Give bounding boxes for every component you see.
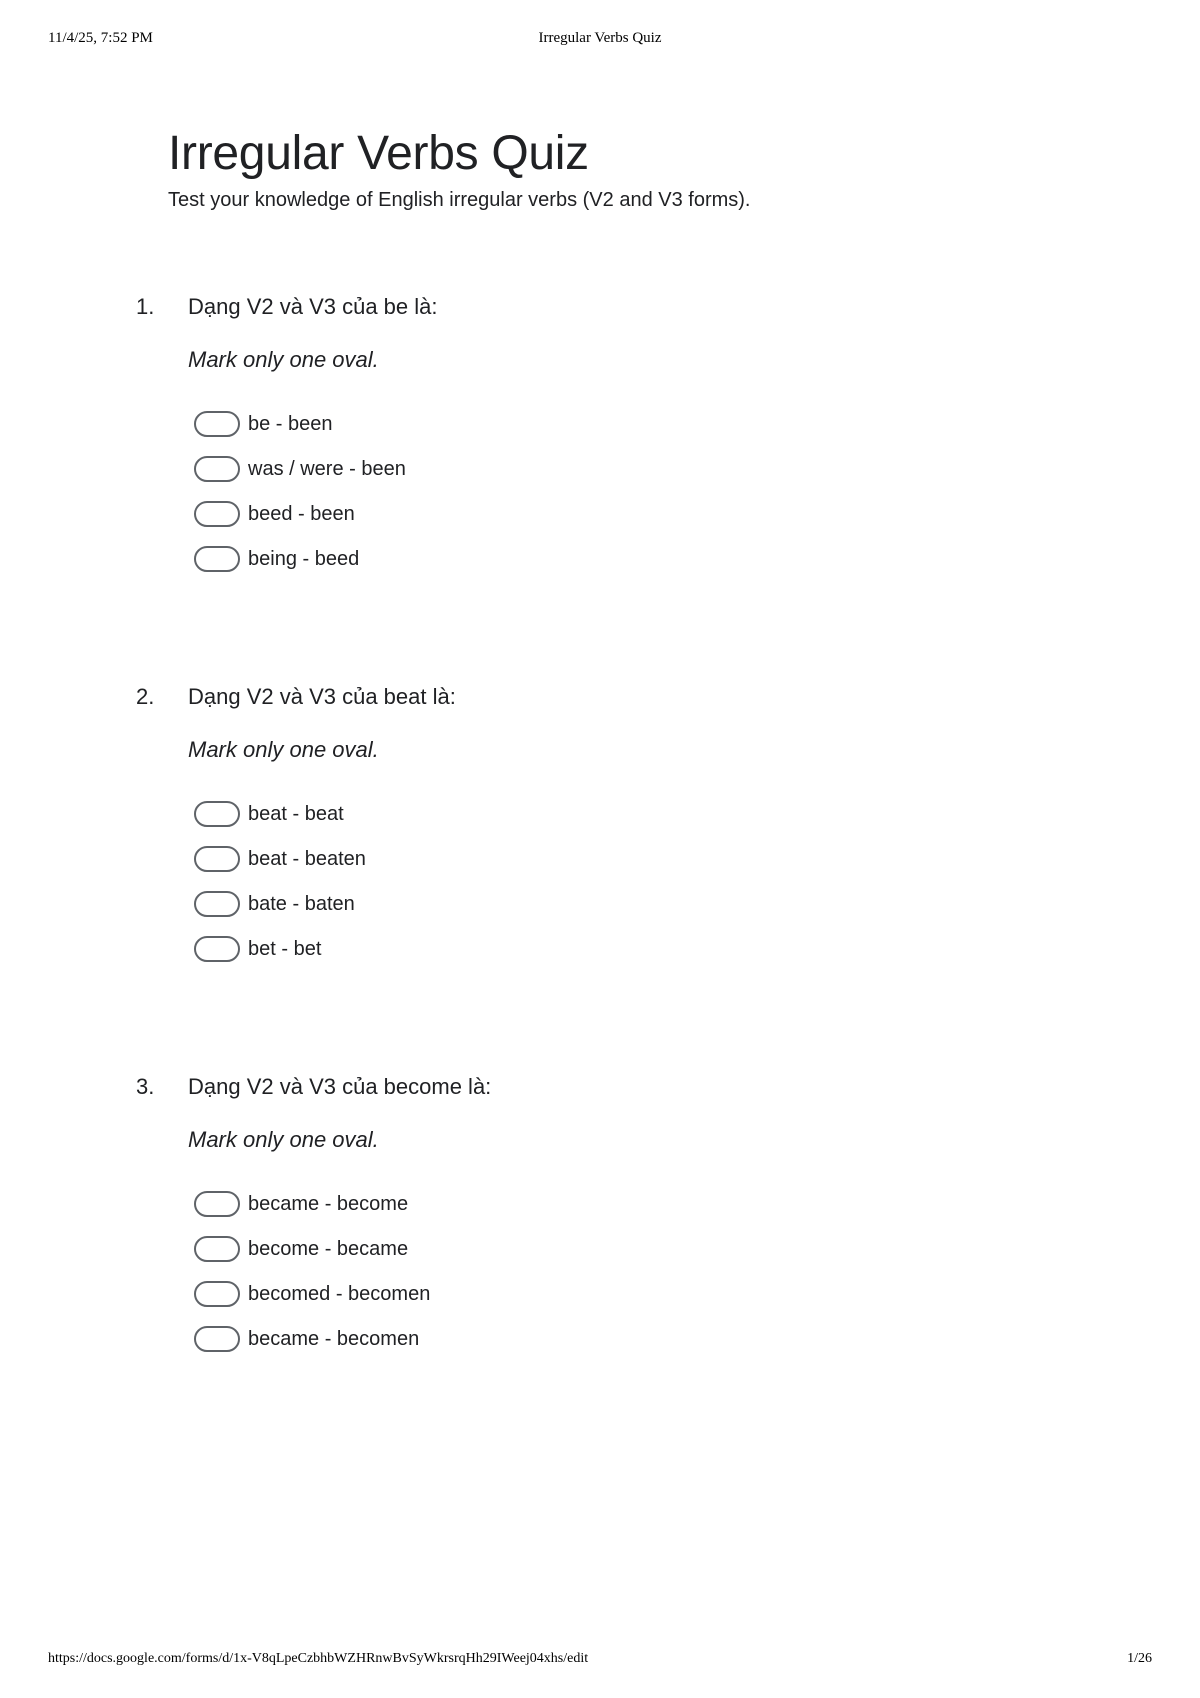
question-header (136, 679, 1036, 715)
option-label: bet - bet (248, 937, 322, 960)
radio-oval-icon[interactable] (194, 1326, 240, 1352)
option-bate-baten[interactable] (194, 881, 366, 926)
question-3 (136, 1069, 1036, 1350)
form-header (168, 124, 1068, 214)
option-label: became - becomen (248, 1327, 420, 1350)
question-number: 2. (136, 684, 155, 709)
option-beat-beaten[interactable] (194, 836, 366, 881)
radio-oval-icon[interactable] (194, 456, 240, 482)
option-label: being - beed (248, 547, 360, 570)
print-header (48, 30, 1152, 54)
page-number: 1/26 (1127, 1651, 1152, 1666)
option-label: beed - been (248, 502, 355, 525)
question-header (136, 1069, 1036, 1105)
question-2 (136, 679, 1036, 960)
options-list (194, 1181, 430, 1361)
option-label: became - become (248, 1192, 409, 1215)
radio-oval-icon[interactable] (194, 501, 240, 527)
form-title: Irregular Verbs Quiz (168, 127, 589, 180)
question-number: 3. (136, 1074, 155, 1099)
option-label: be - been (248, 412, 333, 435)
question-text: Dạng V2 và V3 của be là: (188, 294, 438, 319)
question-1 (136, 289, 1036, 570)
radio-oval-icon[interactable] (194, 1236, 240, 1262)
question-instruction: Mark only one oval. (188, 1127, 379, 1152)
form-description: Test your knowledge of English irregular verbs (V2 and V3 forms). (168, 189, 751, 211)
radio-oval-icon[interactable] (194, 1281, 240, 1307)
option-label: beat - beaten (248, 847, 366, 870)
question-text: Dạng V2 và V3 của become là: (188, 1074, 492, 1099)
option-label: was / were - been (248, 457, 406, 480)
option-beed-been[interactable] (194, 491, 406, 536)
option-became-become[interactable] (194, 1181, 430, 1226)
option-bet-bet[interactable] (194, 926, 366, 971)
options-list (194, 401, 406, 581)
radio-oval-icon[interactable] (194, 801, 240, 827)
option-be-been[interactable] (194, 401, 406, 446)
option-label: beat - beat (248, 802, 344, 825)
option-label: becomed - becomen (248, 1282, 431, 1305)
print-footer (48, 1651, 1152, 1675)
option-beat-beat[interactable] (194, 791, 366, 836)
option-becomed-becomen[interactable] (194, 1271, 430, 1316)
option-being-beed[interactable] (194, 536, 406, 581)
radio-oval-icon[interactable] (194, 1191, 240, 1217)
question-number: 1. (136, 294, 155, 319)
question-text: Dạng V2 và V3 của beat là: (188, 684, 456, 709)
options-list (194, 791, 366, 971)
question-instruction: Mark only one oval. (188, 347, 379, 372)
print-date: 11/4/25, 7:52 PM (48, 30, 153, 46)
option-become-became[interactable] (194, 1226, 430, 1271)
radio-oval-icon[interactable] (194, 411, 240, 437)
radio-oval-icon[interactable] (194, 846, 240, 872)
print-document-title: Irregular Verbs Quiz (538, 30, 662, 46)
option-label: become - became (248, 1237, 409, 1260)
radio-oval-icon[interactable] (194, 546, 240, 572)
option-was-were-been[interactable] (194, 446, 406, 491)
print-url: https://docs.google.com/forms/d/1x-V8qLpeCzbhbWZHRnwBvSyWkrsrqHh29IWeej04xhs/edit (48, 1651, 589, 1666)
radio-oval-icon[interactable] (194, 936, 240, 962)
question-header (136, 289, 1036, 325)
option-label: bate - baten (248, 892, 355, 915)
question-instruction: Mark only one oval. (188, 737, 379, 762)
option-became-becomen[interactable] (194, 1316, 430, 1361)
radio-oval-icon[interactable] (194, 891, 240, 917)
